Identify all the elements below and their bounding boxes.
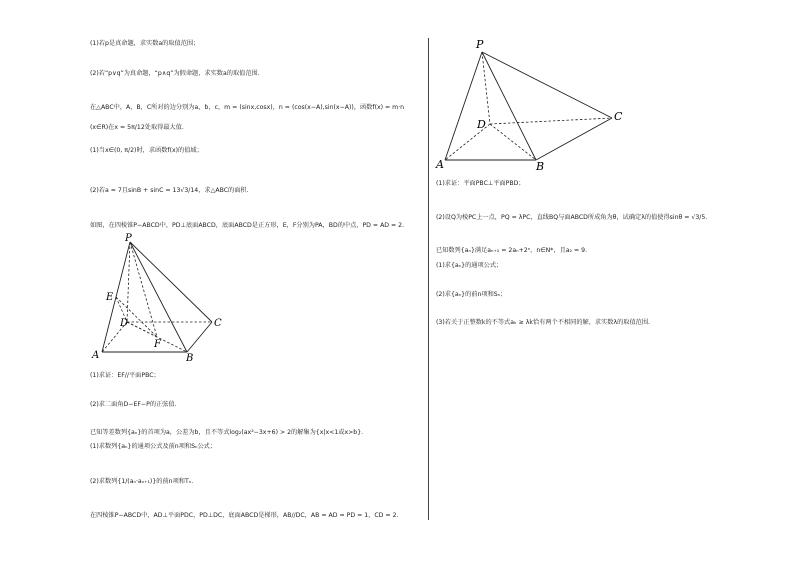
label-f: F <box>154 339 161 350</box>
label-b: B <box>536 160 545 173</box>
label-b: B <box>186 353 194 364</box>
q2-part1: (1)当x∈(0, π/2)时，求函数f(x)的值域； <box>90 147 203 154</box>
label-d: D <box>477 118 486 131</box>
edge-bc <box>536 118 612 160</box>
q6-stem: 已知数列{aₙ}满足aₙ₊₁ = 2aₙ+2ⁿ，n∈N*，且a₂ = 9. <box>436 247 588 254</box>
q2-stem: 在△ABC中，A，B，C所对的边分别为a，b，c，m = (sinx,cosx)，n = (cos(x−A),sin(x−A))，函数f(x) = m·n <box>90 104 405 111</box>
label-e: E <box>106 292 114 303</box>
q3-part2: (2)求二面角D−EF−P的正弦值. <box>90 401 177 408</box>
label-p: P <box>476 38 484 51</box>
label-a: A <box>92 350 100 361</box>
edge-pc <box>482 52 612 118</box>
q5-part1: (1)求证：平面PBC⊥平面PBD； <box>436 180 525 187</box>
label-c: C <box>214 318 222 329</box>
edge-bd <box>490 124 536 160</box>
edge-bc <box>187 322 212 352</box>
label-p: P <box>125 233 132 244</box>
edge-dc <box>490 118 612 124</box>
column-divider <box>428 38 429 520</box>
label-d: D <box>120 318 129 329</box>
q4-part1: (1)求数列{aₙ}的通项公式及前n项和Sₙ公式； <box>90 443 217 450</box>
q1-part1: (1)若p是真命题，求实数a的取值范围； <box>90 40 200 47</box>
edge-pc <box>130 242 212 322</box>
edge-pd <box>482 52 490 124</box>
label-c: C <box>614 110 623 123</box>
q5-stem: 在四棱锥P−ABCD中，AD⊥平面PDC，PD⊥DC，底面ABCD是梯形，AB//DC，AB = AD = PD = 1，CD = 2. <box>90 512 399 519</box>
q4-part2: (2)求数列{1/(aₙ·aₙ₊₁)}的前n项和Tₙ. <box>90 478 194 485</box>
segment-pf <box>130 242 157 337</box>
edge-pa <box>445 52 482 160</box>
q3-stem: 如图，在四棱锥P−ABCD中，PD⊥底面ABCD，底面ABCD是正方形，E，F分别为PA，BD的中点，PD = AD = 2. <box>90 222 405 229</box>
edge-pb <box>130 242 187 352</box>
q2-part2: (2)若a = 7且sinB + sinC = 13√3/14，求△ABC的面积. <box>90 187 249 194</box>
label-a: A <box>436 158 444 171</box>
q1-part2: (2)若“p∨q”为真命题，“p∧q”为假命题，求实数a的取值范围. <box>90 70 260 77</box>
pyramid-figure-1 <box>90 232 230 362</box>
q5-part2: (2)设Q为棱PC上一点，PQ = λPC，直线BQ与面ABCD所成角为θ，试确定λ的值使得sinθ = √3/5. <box>436 214 708 221</box>
q3-part1: (1)求证：EF//平面PBC； <box>90 372 160 379</box>
segment-df <box>127 322 157 337</box>
q6-part1: (1)求{aₙ}的通项公式； <box>436 262 503 269</box>
pyramid-figure-2 <box>436 36 636 176</box>
q6-part2: (2)求{aₙ}的前n项和Sₙ； <box>436 291 507 298</box>
q2-stem-cont: (x∈R)在x = 5π/12处取得最大值. <box>90 124 184 131</box>
segment-ef <box>116 297 157 337</box>
q4-stem: 已知等差数列{aₙ}的首项为a，公差为b，且不等式log₂(ax²−3x+6) > 2的解集为{x|x<1或x>b}. <box>90 429 364 436</box>
q6-part3: (3)若关于正整数k的不等式aₖ ≥ λk恰有两个不相同的解，求实数λ的取值范围. <box>436 319 651 326</box>
edge-pb <box>482 52 536 160</box>
